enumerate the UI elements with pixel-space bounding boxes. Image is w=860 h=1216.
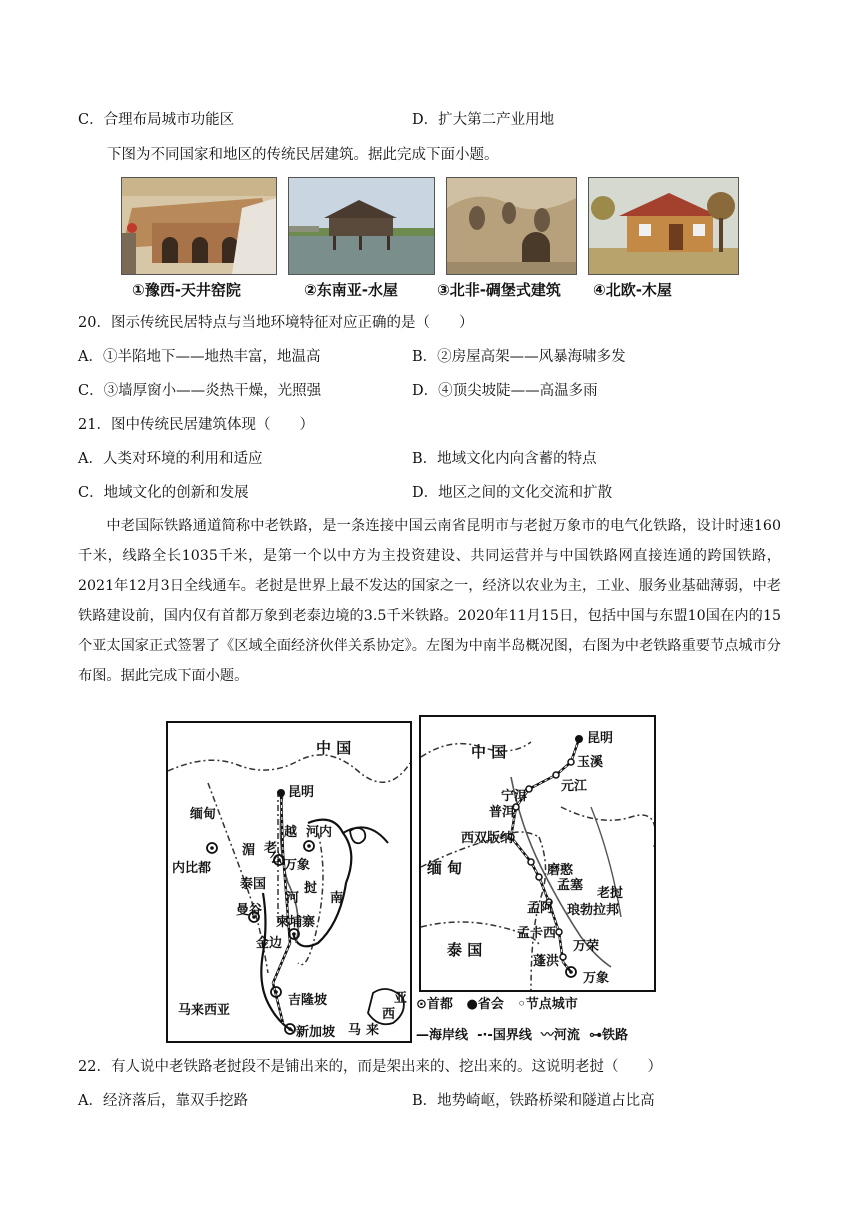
- label-kunming: 昆明: [288, 785, 315, 800]
- q19-option-c: C．合理布局城市功能区: [78, 112, 235, 128]
- label-thailand-r: 泰 国: [447, 941, 483, 959]
- legend-province: 省会: [477, 997, 504, 1012]
- q21-option-d: D．地区之间的文化交流和扩散: [412, 485, 613, 501]
- legend-border-icon: -·-: [477, 1028, 493, 1043]
- intro-houses: 下图为不同国家和地区的传统民居建筑。据此完成下面小题。: [107, 147, 499, 163]
- legend-row-2: [416, 1024, 628, 1043]
- legend-coast-icon: —: [416, 1028, 429, 1043]
- label-lao: 老: [264, 841, 278, 856]
- photo-wooden-house: [588, 177, 739, 275]
- label-wo: 公: [270, 851, 284, 866]
- label-singapore: 新加坡: [296, 1025, 336, 1040]
- map-indochina: [166, 721, 412, 1043]
- legend-border: 国界线: [492, 1028, 532, 1043]
- label-yuxi: 玉溪: [577, 755, 604, 770]
- legend-node: 节点城市: [525, 997, 578, 1012]
- label-ma: 马: [348, 1023, 362, 1038]
- label-ya: 亚: [394, 991, 408, 1006]
- label-mengkaxi: 孟卡西: [517, 926, 557, 941]
- label-menga: 孟阿: [527, 901, 554, 916]
- label-malaysia: 马来西亚: [178, 1003, 231, 1018]
- label-kuala-lumpur: 吉隆坡: [288, 993, 328, 1008]
- legend-node-icon: ◦: [517, 997, 526, 1012]
- legend-capital-icon: ⊙: [416, 997, 427, 1012]
- label-bangkok: 曼谷: [236, 903, 263, 918]
- photo-cave-courtyard: [121, 177, 277, 275]
- photo-fortress-building: [446, 177, 577, 275]
- q19-option-d: D．扩大第二产业用地: [412, 112, 555, 128]
- q20-option-b: B．②房屋高架——风暴海啸多发: [412, 349, 626, 365]
- railway-passage: 中老国际铁路通道简称中老铁路，是一条连接中国云南省昆明市与老挝万象市的电气化铁路，设计时速160千米，线路全长1035千米，是第一个以中方为主投资建设、共同运营并与中国铁路网直接连通的跨国铁路，2021年12月3日全线通车。老挝是世界上最不发达的国家之一，经济以农业为主，工业、服务业基础薄弱，中老铁路建设前，国内仅有首都万象到老泰边境的3.5千米铁路。2020年11月15日，包括中国与东盟10国在内的15个亚太国家正式签署了《区域全面经济伙伴关系协定》。左图为中南半岛概况图，右图为中老铁路重要节点城市分布图。据此完成下面小题。: [78, 518, 781, 684]
- q20-option-d: D．④顶尖坡陡——高温多雨: [412, 383, 598, 399]
- label-myanmar-r: 缅 甸: [427, 859, 463, 877]
- legend-province-icon: ●: [466, 997, 478, 1012]
- label-china-r: 中 国: [471, 743, 507, 761]
- label-myanmar: 缅甸: [190, 807, 217, 822]
- label-cambodia: 柬埔寨: [276, 915, 316, 930]
- label-xi: 西: [382, 1007, 396, 1022]
- label-yuanjiang: 元江: [561, 779, 588, 794]
- label-penghong: 蓬洪: [533, 954, 560, 969]
- label-vientiane-r: 万象: [583, 971, 610, 986]
- legend-river: 河流: [553, 1028, 580, 1043]
- legend-coast: 海岸线: [429, 1028, 469, 1043]
- q22-option-b: B．地势崎岖，铁路桥梁和隧道占比高: [412, 1093, 655, 1109]
- photo-water-house: [288, 177, 435, 275]
- q20-stem: 20．图示传统民居特点与当地环境特征对应正确的是（ ）: [78, 315, 474, 331]
- label-kunming-r: 昆明: [587, 731, 614, 746]
- label-mei: 湄: [242, 843, 256, 858]
- legend-rail: 铁路: [601, 1028, 628, 1043]
- label-luangprabang: 琅勃拉邦: [567, 903, 620, 918]
- legend-rail-icon: ⊶: [588, 1028, 602, 1043]
- caption-photo-4: ④北欧-木屋: [593, 281, 672, 299]
- label-laos-r: 老挝: [597, 886, 624, 901]
- label-naypyidaw: 内比都: [172, 861, 212, 876]
- q21-stem: 21．图中传统民居建筑体现（ ）: [78, 417, 314, 433]
- label-ninger: 宁洱: [501, 789, 528, 804]
- caption-photo-1: ①豫西-天井窑院: [132, 281, 241, 299]
- legend-row-1: [416, 993, 578, 1012]
- caption-photo-2: ②东南亚-水屋: [304, 281, 398, 299]
- label-puer: 普洱: [489, 805, 516, 820]
- q22-option-a: A．经济落后，靠双手挖路: [78, 1093, 248, 1109]
- q21-option-c: C．地域文化的创新和发展: [78, 485, 249, 501]
- label-vangvieng: 万荣: [573, 939, 600, 954]
- legend-capital: 首都: [426, 997, 453, 1012]
- label-phnompenh: 金边: [256, 936, 283, 951]
- q21-option-a: A．人类对环境的利用和适应: [78, 451, 263, 467]
- caption-photo-3: ③北非-碉堡式建筑: [437, 281, 561, 299]
- label-thailand: 泰国: [240, 877, 267, 892]
- label-wo2: 挝: [304, 881, 318, 896]
- legend-river-icon: 〰: [540, 1028, 554, 1043]
- label-mohan: 磨憨: [547, 863, 574, 878]
- q21-option-b: B．地域文化内向含蓄的特点: [412, 451, 597, 467]
- q20-option-c: C．③墙厚窗小——炎热干燥，光照强: [78, 383, 322, 399]
- label-lai: 来: [366, 1023, 380, 1038]
- q20-option-a: A．①半陷地下——地热丰富，地温高: [78, 349, 321, 365]
- map-china-laos-railway: [419, 715, 656, 992]
- label-yue: 越: [284, 825, 298, 840]
- q22-stem: 22．有人说中老铁路老挝段不是铺出来的，而是架出来的、挖出来的。这说明老挝（ ）: [78, 1059, 662, 1075]
- label-mengsai: 孟塞: [557, 878, 584, 893]
- label-nan: 南: [330, 891, 344, 906]
- label-xishuangbanna: 西双版纳: [461, 831, 514, 846]
- label-vientiane: 万象: [284, 858, 311, 873]
- label-china: 中 国: [316, 739, 352, 757]
- label-hanoi: 河内: [306, 825, 333, 840]
- label-he: 河: [286, 891, 300, 906]
